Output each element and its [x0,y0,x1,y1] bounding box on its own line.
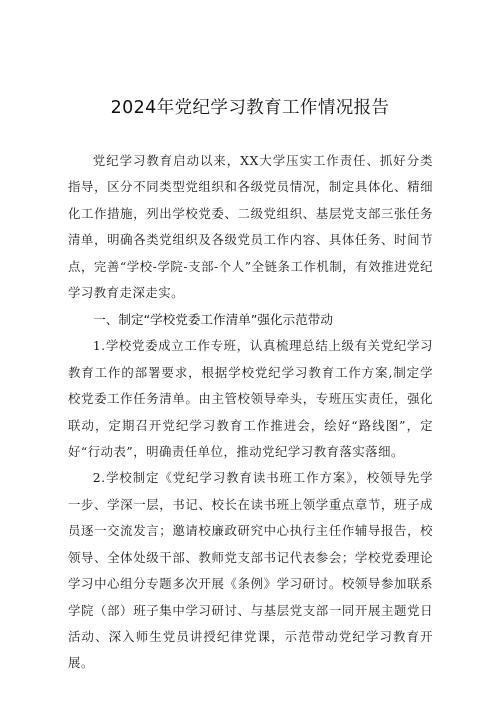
section-heading: 一、制定“学校党委工作清单”强化示范带动 [93,312,333,328]
document-title: 2024年党纪学习教育工作情况报告 [110,98,390,118]
item-paragraph-1: 1.学校党委成立工作专班，认真梳理总结上级有关党纪学习教育工作的部署要求，根据学校党纪学习教育工作方案,制定学校党委工作任务清单。由主管校领导牵头，专班压实责任，强化联动，定期召开党纪学习教育工作推进会，绘好“路线图”，定好“行动表”，明确责任单位，推动党纪学习教育落实落细。 [68,338,433,460]
item-paragraph-2: 2.学校制定《党纪学习教育读书班工作方案》，校领导先学一步、学深一层，书记、校长在读书班上领学重点章节，班子成员逐一交流发言；邀请校廉政研究中心执行主任作辅导报告，校领导、全体处级干部、教师党支部书记代表参会；学校党委理论学习中心组分专题多次开展《条例》学习研讨。校领导参加联系学院（部）班子集中学习研讨、与基层党支部一同开展主题党日活动、深入师生党员讲授纪律党课，示范带动党纪学习教育开展。 [68,470,433,671]
document-body [68,148,433,677]
intro-paragraph: 党纪学习教育启动以来，XX大学压实工作责任、抓好分类指导，区分不同类型党组织和各级党员情况，制定具体化、精细化工作措施，列出学校党委、二级党组织、基层党支部三张任务清单，明确各类党组织及各级党员工作内容、具体任务、时间节点，完善“学校-学院-支部-个人”全链条工作机制，有效推进党纪学习教育走深走实。 [68,153,433,301]
